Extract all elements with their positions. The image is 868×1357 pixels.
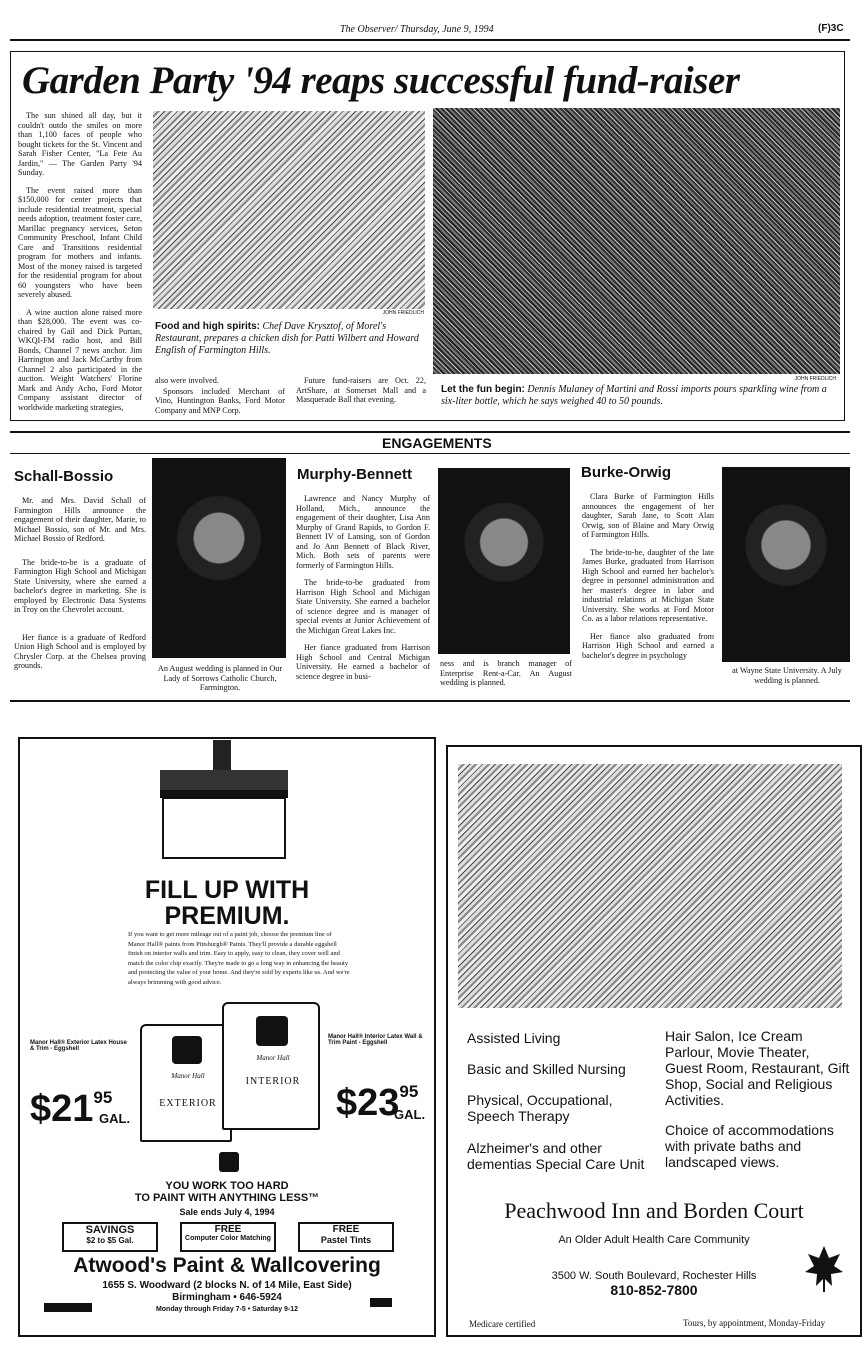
garden-paragraph: A wine auction alone raised more than $28,000. The event was co-chaired by Gail and Dick Purtan, WKQI-FM radio host, and Bill Bonds, Channel 7 news anchor. Jim Harrington and Jack McCarthy from Channel 2 also participated in the auction. Weight Watchers' Florine Mark and Andy Acho, Ford Motor Company assistant director of worldwide marketing strategies,	[18, 307, 142, 412]
engagement-tail: at Wayne State University. A July wedding is planned.	[732, 666, 842, 685]
pastel-tints-box	[298, 1222, 394, 1252]
inn-address: 3500 W. South Boulevard, Rochester Hills	[551, 1270, 757, 1282]
inn-tours: Tours, by appointment, Monday-Friday	[683, 1318, 826, 1328]
price-dollars: $23	[336, 1082, 400, 1124]
garden-column-3	[296, 376, 426, 413]
engagement-photo	[438, 468, 570, 654]
inn-subtitle: An Older Adult Health Care Community	[558, 1234, 750, 1246]
caption-lead: Food and high spirits:	[155, 321, 260, 332]
garden-paragraph: Sponsors included Merchant of Vino, Huntington Banks, Ford Motor Company and MNP Corp.	[155, 386, 285, 415]
inn-phone: 810-852-7800	[610, 1282, 698, 1298]
engagement-paragraph: Lawrence and Nancy Murphy of Holland, Mich., announce the engagement of their daughter, Lisa Ann Murphy of Grand Rapids, to Gordon F. Bennett IV of Lansing, son of Gordon and Jo Ann Bennett of Black River, Mich. Both sets of parents were formerly of Farmington Hills.	[296, 494, 430, 570]
price-unit: GAL.	[394, 1107, 426, 1122]
engagement-photo	[152, 458, 286, 658]
engagement-paragraph: The bride-to-be, daughter of the late James Burke, graduated from Harrison High School and earned her bachelor's degree in personnel administration and her master's degree in labor and industrial relations at Michigan State University. She works at Ford Motor Co. as a labor relations representative.	[582, 547, 714, 623]
engagement-paragraph: The bride-to-be graduated from Harrison High School and Michigan State University. She earned a bachelor of science degree and is manager of special events at Junior Achievement of the Michigan Great Lakes Inc.	[296, 578, 430, 635]
engagement-paragraph: Clara Burke of Farmington Hills announces the engagement of her daughter, Sarah Jane, to Scott Alan Orwig, son of Blaine and Mary Orwig of Farmington Hills.	[582, 492, 714, 539]
card-icons	[370, 1298, 392, 1307]
engagement-paragraph: Mr. and Mrs. David Schall of Farmington Hills announce the engagement of their daughter, Marie, to Michael Bossio, son of Mr. and Mrs. Michael Bossio of Redford.	[14, 496, 146, 543]
photo-credit: JOHN FRIEDLICH	[382, 310, 424, 316]
masthead: The Observer/ Thursday, June 9, 1994	[340, 24, 494, 35]
paint-tagline-1: YOU WORK TOO HARD	[165, 1180, 289, 1192]
engagement-tail: ness and is branch manager of Enterprise Rent-a-Car. An August wedding is planned.	[440, 659, 572, 687]
engagement-text	[14, 496, 146, 679]
pittsburgh-logo-icon	[219, 1152, 239, 1172]
box-title: FREE	[214, 1224, 242, 1235]
can-brand: Manor Hall	[256, 1054, 290, 1062]
store-hours: Monday through Friday 7-5 • Saturday 9-12	[155, 1306, 299, 1313]
inn-amenity: Basic and Skilled Nursing	[467, 1061, 626, 1077]
photo-inn-room	[458, 764, 842, 1008]
engagements-rule-top	[10, 431, 850, 433]
inn-amenity: Hair Salon, Ice Cream Parlour, Movie Theater, Guest Room, Restaurant, Gift Shop, Social and Religious Activities.	[665, 1028, 850, 1108]
savings-title: SAVINGS	[85, 1224, 135, 1236]
photo-caption-chef	[155, 321, 425, 357]
garden-headline: Garden Party '94 reaps successful fund-raiser	[22, 59, 740, 102]
store-address: 1655 S. Woodward (2 blocks N. of 14 Mile, East Side)	[102, 1280, 352, 1291]
inn-amenity: Assisted Living	[467, 1030, 561, 1046]
section-rule	[10, 700, 850, 702]
color-matching-box	[180, 1222, 276, 1252]
savings-box	[62, 1222, 158, 1252]
paint-can-exterior	[140, 1024, 232, 1142]
can-label: EXTERIOR	[159, 1098, 217, 1109]
photo-caption-wine	[441, 384, 836, 408]
price-cents: 95	[399, 1082, 419, 1101]
savings-text: $2 to $5 Gal.	[86, 1236, 134, 1245]
garden-paragraph: also were involved.	[155, 376, 219, 385]
inn-medicare: Medicare certified	[469, 1319, 536, 1329]
box-title: FREE	[332, 1224, 360, 1235]
engagement-paragraph: Her fiance is a graduate of Redford Union High School and is employed by Chrysler Corp. at the Chelsea proving grounds.	[14, 632, 146, 670]
engagement-text	[582, 492, 714, 668]
engagement-name: Murphy-Bennett	[297, 466, 412, 483]
box-text: Computer Color Matching	[185, 1235, 271, 1242]
price-cents: 95	[93, 1088, 113, 1107]
engagement-text	[296, 494, 430, 689]
garden-column-2	[155, 376, 285, 423]
engagement-name: Burke-Orwig	[581, 464, 672, 481]
leaf-logo-icon	[804, 1244, 844, 1294]
photo-chef-cooking	[153, 111, 425, 309]
caption-text: Chef Dave Krysztof, of Morel's Restaurant, prepares a chicken dish for Patti Wilbert and Howard English of Farmington Hills.	[155, 321, 419, 356]
right-product-name: Manor Hall® Interior Latex Wall & Trim Paint - Eggshell	[328, 1034, 423, 1046]
store-city-phone: Birmingham • 646-5924	[172, 1292, 282, 1303]
engagement-paragraph: Her fiance also graduated from Harrison High School and earned a bachelor's degree in psychology	[582, 631, 714, 660]
photo-credit: JOHN FRIEDLICH	[794, 376, 836, 382]
caption-lead: Let the fun begin:	[441, 384, 525, 395]
engagements-rule-bottom	[10, 453, 850, 454]
header-rule	[10, 39, 850, 41]
garden-paragraph: The event raised more than $150,000 for center projects that include residential treatment, special needs adoption, treatment foster care, Marillac pregnancy services, Seton Community Preschool, Infant Child Care and Transitions residential program for mothers and infants. Most of the money raised is targeted for the residential program for about 60 youngsters who have been severely abused.	[18, 185, 142, 299]
engagement-paragraph: Her fiance graduated from Harrison High School and Central Michigan University. He earned a bachelor of science degree in busi-	[296, 643, 430, 681]
paint-headline-1: FILL UP WITH	[144, 876, 310, 904]
photo-wine-pouring	[433, 108, 840, 374]
left-product-name: Manor Hall® Exterior Latex House & Trim - Eggshell	[30, 1040, 127, 1052]
inn-name: Peachwood Inn and Borden Court	[504, 1198, 804, 1223]
paint-body-text: If you want to get more mileage out of a paint job, choose the premium line of Manor Hall® paints from Pittsburgh® Paints. They'll provide a durable eggshell finish on interior walls and trim. Easy to apply, easy to clean, they cover well and match the color chip exactly. They're made to go a long way in enhancing the beauty and protecting the value of your home. And they're sold by experts like us. And we're always brimming with good advice.	[128, 931, 350, 986]
inn-amenity: Alzheimer's and other dementias Special Care Unit	[467, 1140, 645, 1172]
engagement-photo	[722, 467, 850, 662]
can-brand: Manor Hall	[171, 1072, 205, 1080]
inn-amenity: Choice of accommodations with private baths and landscaped views.	[665, 1122, 834, 1170]
garden-paragraph: The sun shined all day, but it couldn't outdo the smiles on more than 1,100 faces of people who bought tickets for the St. Vincent and Sarah Fisher Center, "La Fete Au Jardin," — The Garden Party '94 Sunday.	[18, 111, 142, 177]
box-text: Pastel Tints	[320, 1235, 372, 1245]
paint-tagline-2: TO PAINT WITH ANYTHING LESS™	[134, 1192, 320, 1204]
caption-text: Dennis Mulaney of Martini and Rossi imports pours sparkling wine from a six-liter bottle, which he says weighed 40 to 50 pounds.	[441, 384, 827, 407]
inn-amenity: Physical, Occupational, Speech Therapy	[467, 1092, 613, 1124]
sale-date: Sale ends July 4, 1994	[179, 1207, 275, 1217]
paintbrush-icon	[155, 740, 293, 862]
engagement-name: Schall-Bossio	[14, 468, 114, 485]
paint-can-interior	[222, 1002, 320, 1130]
store-name: Atwood's Paint & Wallcovering	[73, 1254, 381, 1277]
paint-headline-2: PREMIUM.	[164, 902, 290, 930]
price-unit: GAL.	[99, 1111, 131, 1126]
garden-column-1	[18, 111, 142, 420]
can-label: INTERIOR	[245, 1076, 301, 1087]
engagement-tail: An August wedding is planned in Our Lady of Sorrows Catholic Church, Farmington.	[157, 664, 283, 692]
engagements-title: ENGAGEMENTS	[382, 435, 492, 451]
engagement-paragraph: The bride-to-be is a graduate of Farmington High School and Michigan State University, where she earned a bachelor's degree in marketing. She is employed by Electronic Data Systems in Troy on the Chevrolet account.	[14, 557, 146, 614]
page-number: (F)3C	[818, 23, 844, 34]
price-dollars: $21	[30, 1088, 94, 1130]
garden-paragraph: Future fund-raisers are Oct. 22, ArtShare, at Somerset Mall and a Masquerade Ball that evening.	[296, 376, 426, 404]
